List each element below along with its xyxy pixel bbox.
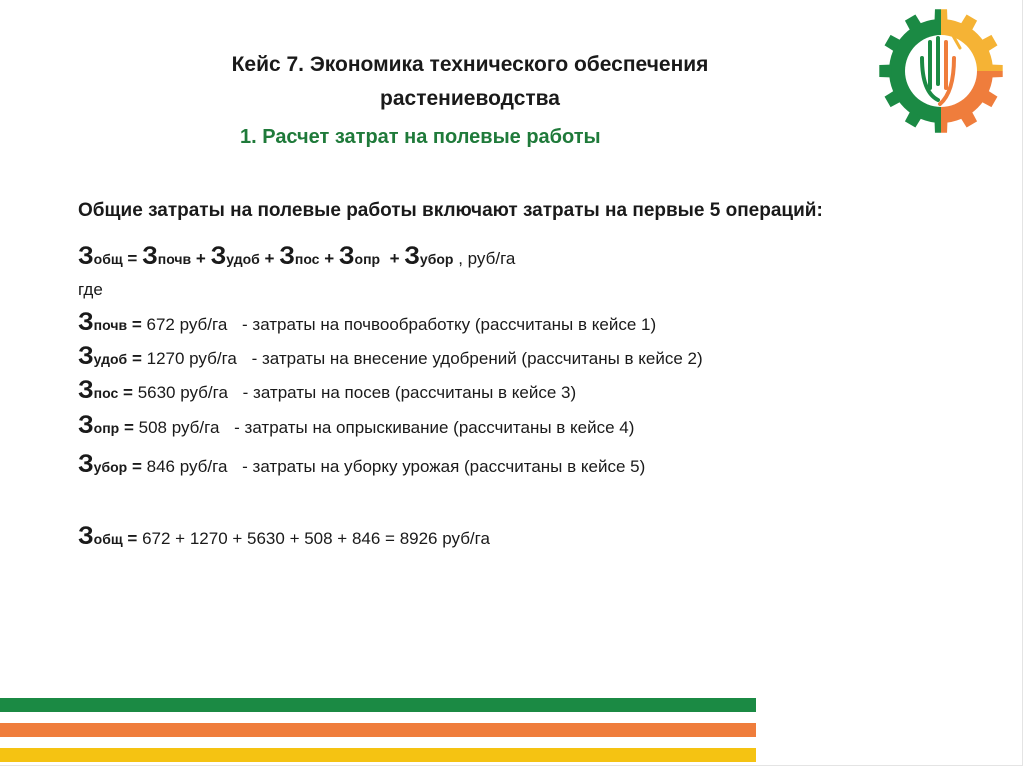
cost-description: - затраты на опрыскивание (рассчитаны в кейсе 4) bbox=[234, 418, 635, 437]
intro-text: Общие затраты на полевые работы включают затраты на первые 5 операций: bbox=[78, 200, 823, 221]
title-line-2: растениеводства bbox=[380, 87, 560, 110]
formula-sub-term: удоб bbox=[226, 251, 260, 267]
cost-description: - затраты на посев (рассчитаны в кейсе 3) bbox=[242, 383, 577, 402]
z-symbol: З bbox=[78, 242, 94, 270]
cost-item-row: Зубор = 846 руб/га - затраты на уборку урожая (рассчитаны в кейсе 5) bbox=[78, 450, 646, 478]
cost-item-row: Зпочв = 672 руб/га - затраты на почвообработку (рассчитаны в кейсе 1) bbox=[78, 308, 657, 336]
result-expression: 672 + 1270 + 5630 + 508 + 846 = 8926 руб/га bbox=[142, 529, 490, 548]
formula-sub-term: убор bbox=[419, 251, 454, 267]
gear-tooth bbox=[879, 65, 891, 78]
formula-sub-total: общ bbox=[93, 251, 123, 267]
formula-unit: , руб/га bbox=[458, 249, 516, 268]
cost-value: 846 руб/га bbox=[146, 457, 228, 476]
cost-value: 5630 руб/га bbox=[137, 383, 228, 402]
equals-sign: = bbox=[127, 249, 138, 268]
cost-item-row: Зпос = 5630 руб/га - затраты на посев (рассчитаны в кейсе 3) bbox=[78, 376, 577, 404]
cost-description: - затраты на уборку урожая (рассчитаны в кейсе 5) bbox=[242, 457, 646, 476]
gear-wheat-logo-icon bbox=[878, 8, 1004, 134]
section-subtitle: 1. Расчет затрат на полевые работы bbox=[240, 126, 601, 148]
where-label: где bbox=[78, 280, 103, 299]
cost-value: 672 руб/га bbox=[146, 315, 228, 334]
yellow-stripe bbox=[0, 748, 756, 762]
cost-value: 508 руб/га bbox=[138, 418, 220, 437]
cost-item-row: Зопр = 508 руб/га - затраты на опрыскивание (рассчитаны в кейсе 4) bbox=[78, 411, 635, 439]
cost-description: - затраты на почвообработку (рассчитаны в кейсе 1) bbox=[242, 315, 657, 334]
cost-description: - затраты на внесение удобрений (рассчитаны в кейсе 2) bbox=[251, 349, 703, 368]
title-line-1: Кейс 7. Экономика технического обеспечения bbox=[231, 53, 709, 76]
cost-value: 1270 руб/га bbox=[146, 349, 237, 368]
cost-item-row: Зудоб = 1270 руб/га - затраты на внесение удобрений (рассчитаны в кейсе 2) bbox=[78, 342, 703, 370]
page-title bbox=[150, 48, 790, 116]
orange-stripe bbox=[0, 723, 756, 737]
formula-line: Зобщ = Зпочв + Зудоб + Зпос + Зопр + Зубор , руб/га bbox=[78, 242, 516, 270]
formula-sub-term: пос bbox=[294, 251, 320, 267]
formula-sub-term: почв bbox=[157, 251, 192, 267]
green-stripe bbox=[0, 698, 756, 712]
formula-sub-term: опр bbox=[354, 251, 381, 267]
result-line: Зобщ = 672 + 1270 + 5630 + 508 + 846 = 8926 руб/га bbox=[78, 522, 490, 550]
